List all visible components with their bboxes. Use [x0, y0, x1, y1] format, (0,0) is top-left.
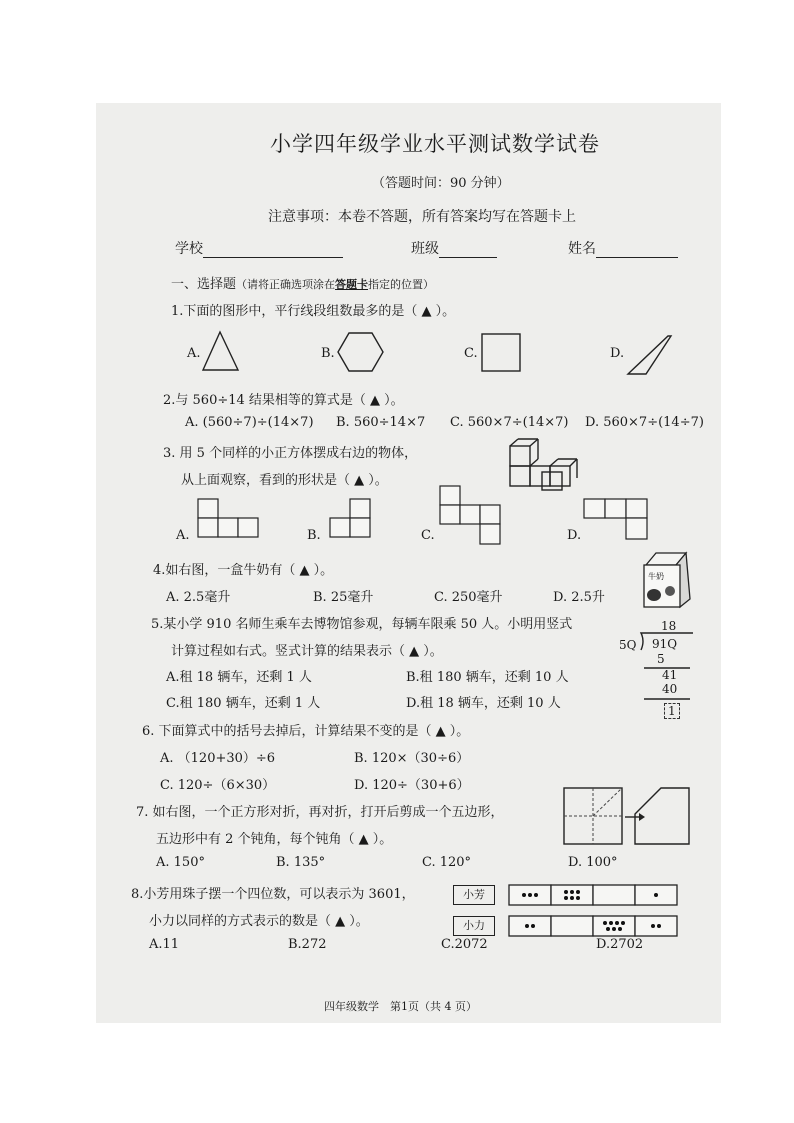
bead — [525, 924, 529, 928]
cube-solid-figure — [509, 438, 579, 494]
q1-option-d[interactable]: D. — [610, 346, 625, 361]
q8-option-d[interactable]: D.2702 — [596, 937, 644, 952]
top-view-a — [197, 498, 259, 540]
q8-stem-line1: 8.小芳用珠子摆一个四位数，可以表示为 3601， — [131, 887, 415, 902]
q1-option-c[interactable]: C. — [464, 346, 478, 361]
bead — [570, 896, 574, 900]
folded-square-figure — [563, 787, 693, 847]
name-label: 姓名 — [568, 241, 596, 257]
q6-stem: 6. 下面算式中的括号去掉后，计算结果不变的是（ ▲ ）。 — [142, 724, 470, 739]
school-label: 学校 — [175, 241, 203, 257]
q2-option-c[interactable]: C. 560×7÷(14×7) — [450, 415, 569, 430]
q8-row2-label: 小力 — [453, 916, 495, 936]
bead — [534, 893, 538, 897]
page-title: 小学四年级学业水平测试数学试卷 — [270, 132, 600, 156]
q7-stem-line1: 7. 如右图，一个正方形对折，再对折，打开后剪成一个五边形， — [136, 805, 504, 820]
class-field[interactable] — [411, 238, 497, 258]
bead — [576, 890, 580, 894]
q7-option-b[interactable]: B. 135° — [276, 855, 326, 870]
q6-option-a[interactable]: A. （120+30）÷6 — [160, 751, 276, 766]
q5-option-d[interactable]: D.租 18 辆车，还剩 10 人 — [406, 696, 561, 711]
bead — [609, 921, 613, 925]
bead — [621, 921, 625, 925]
q5-option-a[interactable]: A.租 18 辆车，还剩 1 人 — [166, 670, 312, 685]
bead — [606, 927, 610, 931]
division-step1: 5 — [657, 652, 665, 666]
bead — [603, 921, 607, 925]
bead-board — [508, 884, 680, 938]
bead — [651, 924, 655, 928]
division-step2: 41 — [662, 668, 678, 682]
section-title-text: 一、选择题 — [171, 277, 237, 292]
q8-stem-line2: 小力以同样的方式表示的数是（ ▲ ）。 — [149, 914, 369, 929]
q7-option-d[interactable]: D. 100° — [568, 855, 618, 870]
bead-cell — [593, 885, 635, 905]
time-note: （答题时间：90 分钟） — [372, 176, 510, 191]
q1-option-a[interactable]: A. — [187, 346, 201, 361]
bead — [570, 890, 574, 894]
school-field[interactable] — [175, 238, 343, 258]
q8-row1-label: 小芳 — [453, 885, 495, 905]
bead — [654, 893, 658, 897]
top-view-c — [439, 485, 503, 547]
name-blank[interactable] — [596, 243, 678, 258]
q2-stem: 2.与 560÷14 结果相等的算式是（ ▲ ）。 — [163, 393, 404, 408]
name-field[interactable] — [568, 238, 678, 258]
top-view-d — [583, 498, 649, 542]
q4-stem: 4.如右图，一盒牛奶有（ ▲ ）。 — [153, 563, 334, 578]
q4-option-c[interactable]: C. 250毫升 — [434, 590, 503, 605]
bead — [576, 896, 580, 900]
bead-cell — [509, 916, 551, 936]
q8-option-c[interactable]: C.2072 — [441, 937, 488, 952]
bead — [657, 924, 661, 928]
q5-option-b[interactable]: B.租 180 辆车，还剩 10 人 — [406, 670, 569, 685]
division-divisor: 5Q — [619, 638, 637, 652]
division-remainder: 1 — [664, 703, 680, 719]
q3-stem-line1: 3. 用 5 个同样的小正方体摆成右边的物体， — [163, 446, 418, 461]
school-blank[interactable] — [203, 243, 343, 258]
bead-cell — [593, 916, 635, 936]
bead — [612, 927, 616, 931]
bead-cell — [551, 885, 593, 905]
q3-option-c[interactable]: C. — [421, 528, 435, 543]
q2-option-b[interactable]: B. 560÷14×7 — [336, 415, 426, 430]
triangle-shape — [201, 330, 241, 372]
bead — [531, 924, 535, 928]
q2-option-d[interactable]: D. 560×7÷(14÷7) — [585, 415, 704, 430]
section-instruction: （请将正确选项涂在答题卡指定的位置） — [236, 278, 435, 291]
section-title — [171, 273, 434, 292]
division-step3: 40 — [662, 682, 678, 696]
q6-option-b[interactable]: B. 120×（30÷6） — [354, 751, 470, 766]
q7-stem-line2: 五边形中有 2 个钝角，每个钝角（ ▲ ）。 — [156, 832, 393, 847]
q6-option-d[interactable]: D. 120÷（30+6） — [354, 778, 470, 793]
q4-option-a[interactable]: A. 2.5毫升 — [166, 590, 231, 605]
q3-stem-line2: 从上面观察，看到的形状是（ ▲ ）。 — [181, 473, 388, 488]
trapezoid-shape — [626, 334, 674, 376]
q4-option-d[interactable]: D. 2.5升 — [553, 590, 605, 605]
q5-option-c[interactable]: C.租 180 辆车，还剩 1 人 — [166, 696, 321, 711]
q7-option-a[interactable]: A. 150° — [156, 855, 205, 870]
q5-stem-line1: 5.某小学 910 名师生乘车去博物馆参观，每辆车限乘 50 人。小明用竖式 — [151, 617, 573, 632]
milk-carton-label: 牛奶 — [648, 572, 664, 581]
bead — [564, 890, 568, 894]
bead — [564, 896, 568, 900]
class-label: 班级 — [411, 241, 439, 257]
q3-option-a[interactable]: A. — [176, 528, 190, 543]
milk-carton-icon — [640, 551, 694, 609]
top-view-b — [328, 498, 372, 540]
class-blank[interactable] — [439, 243, 497, 258]
bead — [522, 893, 526, 897]
q4-option-b[interactable]: B. 25毫升 — [313, 590, 374, 605]
bead — [528, 893, 532, 897]
bead-cell — [635, 916, 677, 936]
division-dividend: 91Q — [652, 637, 678, 651]
q7-option-c[interactable]: C. 120° — [422, 855, 472, 870]
q1-stem: 1.下面的图形中，平行线段组数最多的是（ ▲ ）。 — [171, 304, 456, 319]
q3-option-b[interactable]: B. — [307, 528, 321, 543]
q5-stem-line2: 计算过程如右式。竖式计算的结果表示（ ▲ ）。 — [171, 644, 443, 659]
bead-cell — [551, 916, 593, 936]
q8-option-a[interactable]: A.11 — [149, 937, 180, 952]
hexagon-shape — [337, 332, 385, 374]
q6-option-c[interactable]: C. 120÷（6×30） — [160, 778, 276, 793]
notice-text: 注意事项：本卷不答题，所有答案均写在答题卡上 — [268, 209, 576, 225]
bead — [615, 921, 619, 925]
q2-option-a[interactable]: A. (560÷7)÷(14×7) — [185, 415, 314, 430]
q8-option-b[interactable]: B.272 — [288, 937, 327, 952]
square-shape — [481, 333, 523, 373]
q1-option-b[interactable]: B. — [321, 346, 335, 361]
answer-card-emph: 答题卡 — [335, 278, 369, 291]
division-quotient: 18 — [661, 619, 677, 633]
page-footer: 四年级数学 第1页（共 4 页） — [324, 1000, 477, 1013]
q3-option-d[interactable]: D. — [567, 528, 582, 543]
bead — [618, 927, 622, 931]
division-rule-2 — [644, 698, 692, 702]
